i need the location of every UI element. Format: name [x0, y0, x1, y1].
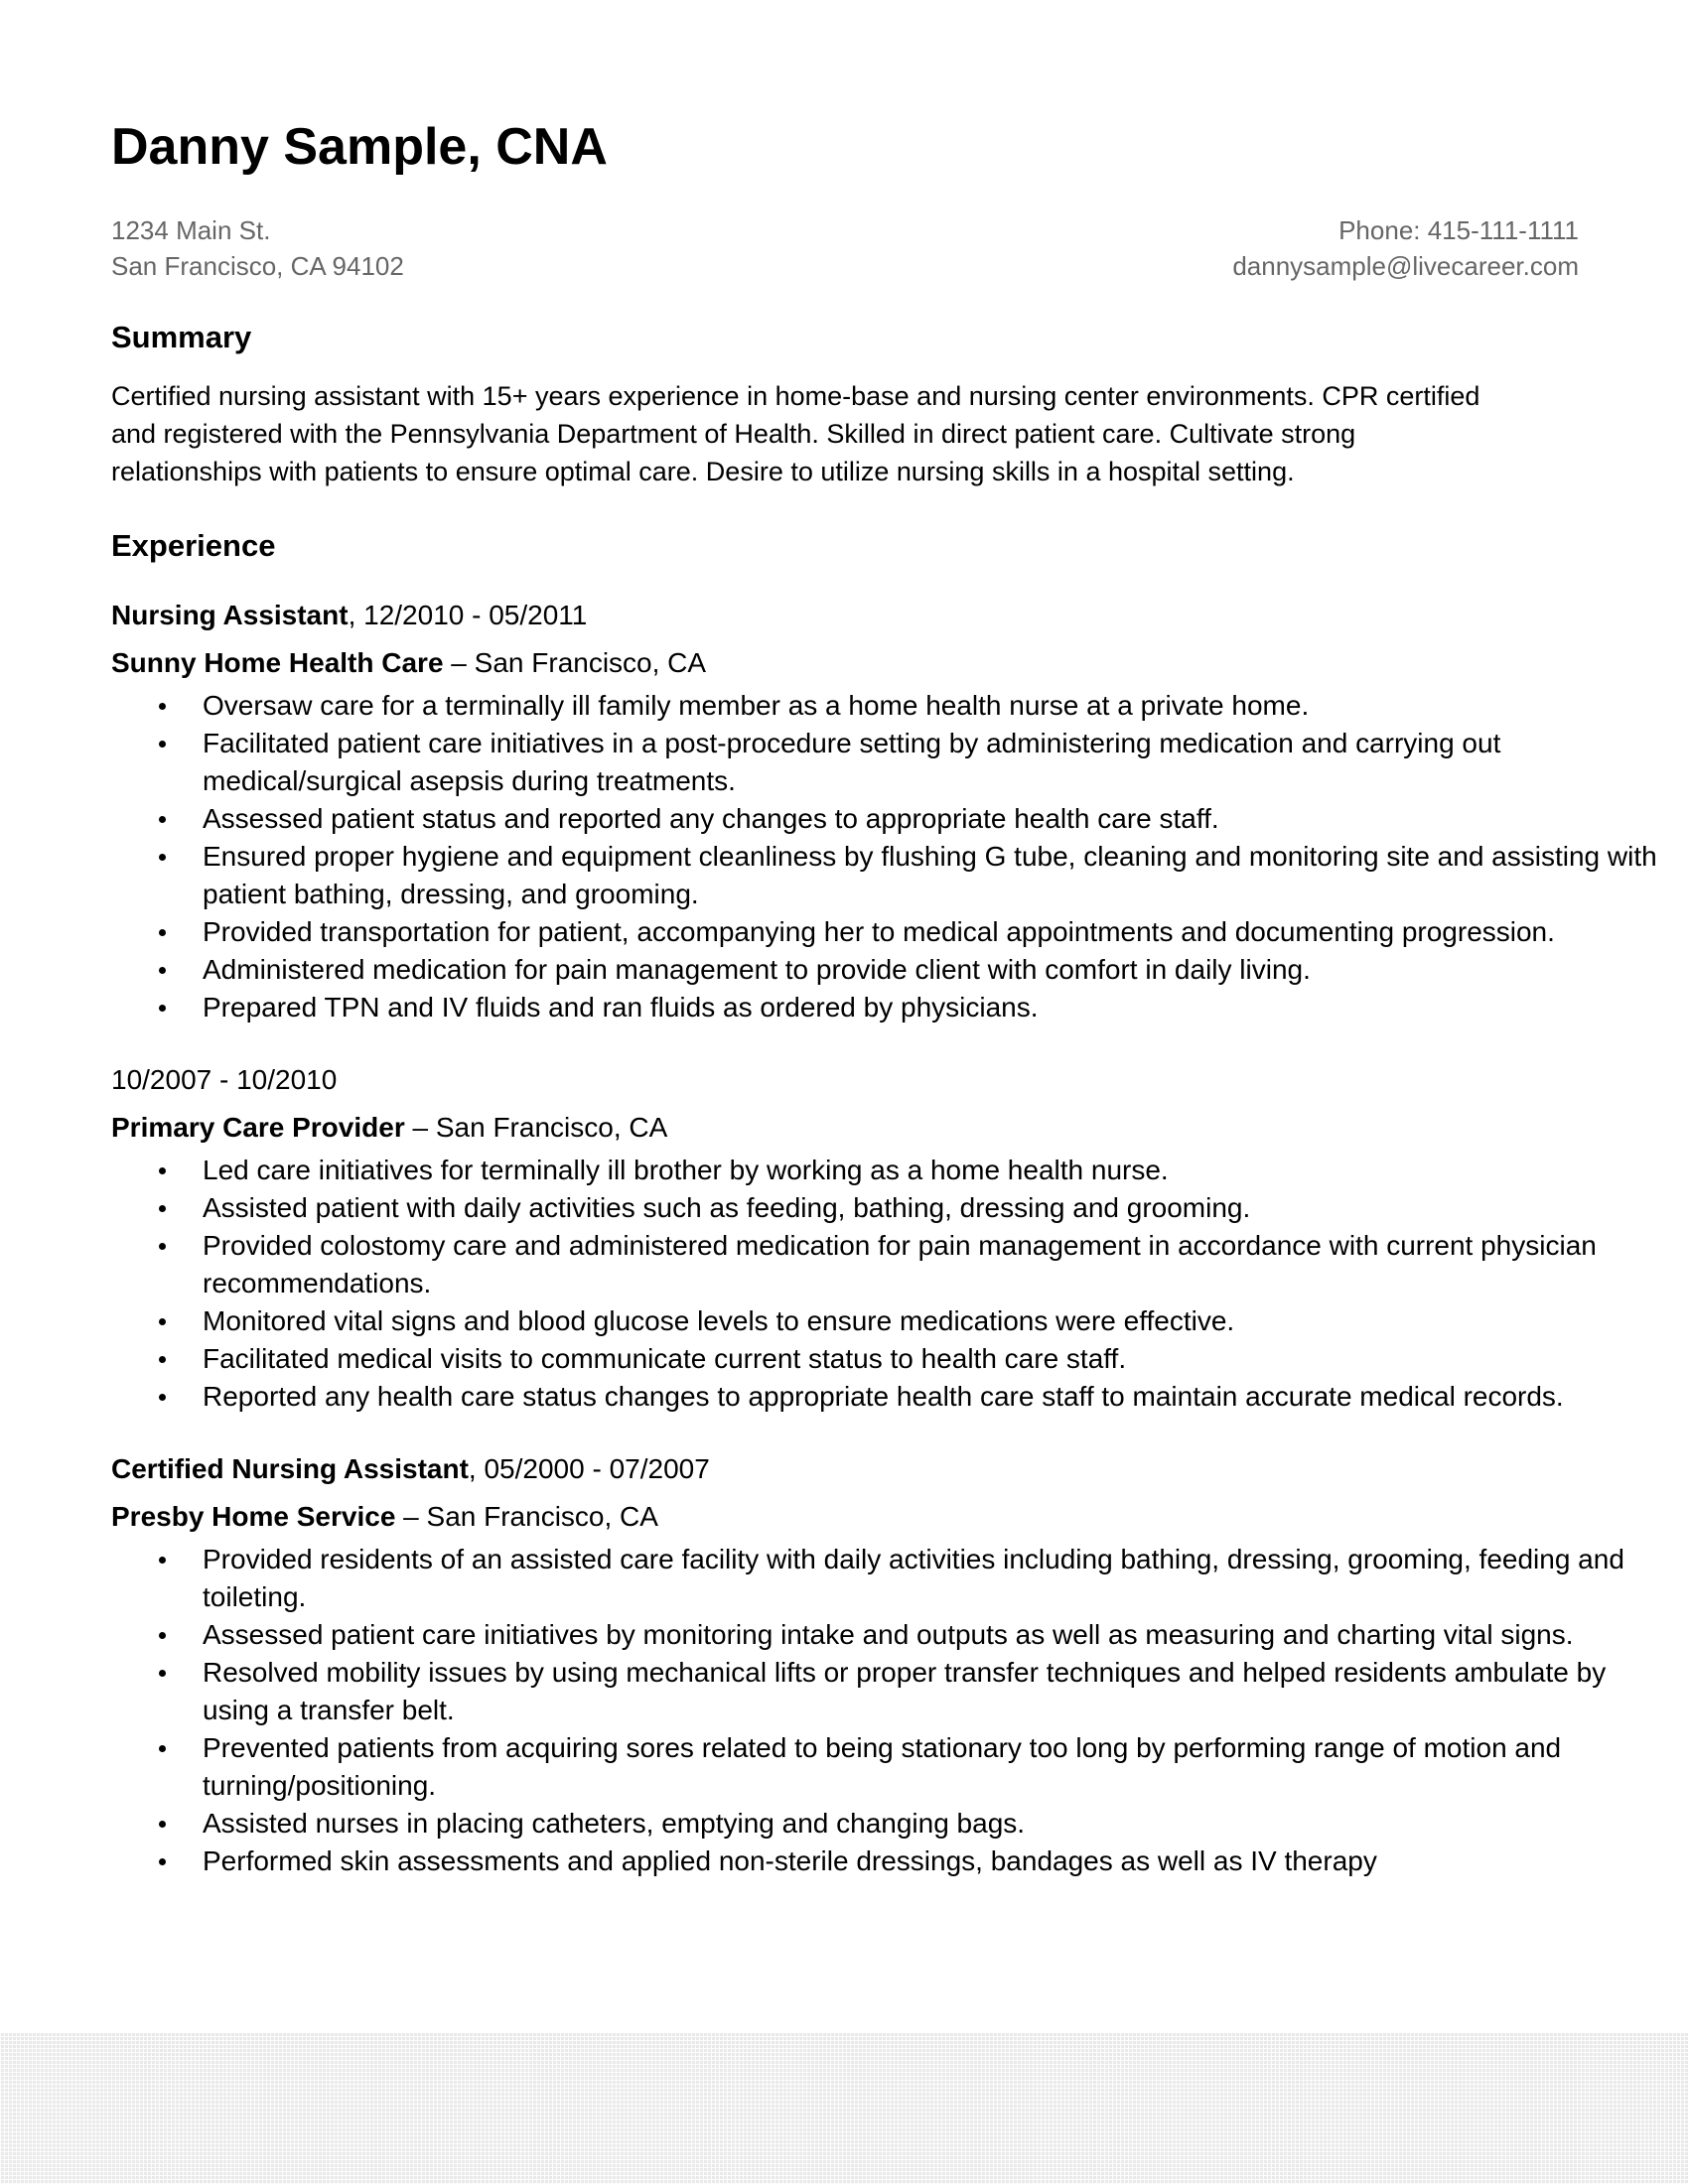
job-dates: 10/2007 - 10/2010 — [111, 1064, 338, 1095]
bullet-dot-icon — [159, 1205, 166, 1212]
address-line-2: San Francisco, CA 94102 — [111, 251, 404, 281]
job-bullet — [203, 725, 1662, 800]
bullet-dot-icon — [159, 1318, 166, 1325]
phone-number: Phone: 415-111-1111 — [1338, 215, 1579, 245]
job-bullet-text: Provided colostomy care and administered medication for pain management in accordance with current physician recommendations. — [203, 1230, 1597, 1298]
bullet-dot-icon — [159, 1858, 166, 1865]
job-bullet-list — [111, 1152, 1662, 1416]
job-dates: , 05/2000 - 07/2007 — [468, 1453, 710, 1484]
job-bullet-text: Assisted nurses in placing catheters, emptying and changing bags. — [203, 1808, 1026, 1839]
job-bullet-text: Facilitated medical visits to communicate current status to health care staff. — [203, 1343, 1127, 1374]
job-bullet-text: Monitored vital signs and blood glucose levels to ensure medications were effective. — [203, 1305, 1235, 1336]
job-bullet — [203, 1729, 1662, 1805]
bullet-dot-icon — [159, 741, 166, 748]
job-employer-line — [111, 1108, 1579, 1148]
job-bullet — [203, 989, 1662, 1026]
job-bullet — [203, 687, 1662, 725]
job-bullet — [203, 1378, 1662, 1416]
bullet-dot-icon — [159, 1394, 166, 1401]
job-bullet-text: Oversaw care for a terminally ill family member as a home health nurse at a private home. — [203, 690, 1310, 721]
email-address: dannysample@livecareer.com — [1232, 251, 1579, 281]
job-bullet-text: Assessed patient status and reported any changes to appropriate health care staff. — [203, 803, 1219, 834]
job-bullet — [203, 1302, 1662, 1340]
job-dates: , 12/2010 - 05/2011 — [348, 600, 588, 630]
job-bullet — [203, 1616, 1662, 1654]
job-title-line — [111, 1060, 1579, 1100]
job-employer-line — [111, 1497, 1579, 1537]
contact-block — [111, 212, 1579, 284]
bullet-dot-icon — [159, 1356, 166, 1363]
job-bullet — [203, 1654, 1662, 1729]
job-bullet-text: Administered medication for pain management to provide client with comfort in daily living. — [203, 954, 1311, 985]
job-bullet-text: Prevented patients from acquiring sores related to being stationary too long by performing range of motion and turning/positioning. — [203, 1732, 1562, 1801]
page-fade-pattern — [0, 2033, 1688, 2184]
experience-heading: Experience — [111, 528, 276, 563]
job-bullet-text: Performed skin assessments and applied non-sterile dressings, bandages as well as IV therapy — [203, 1845, 1377, 1876]
job-bullet — [203, 1227, 1662, 1302]
job-entry — [111, 1449, 1624, 1880]
bullet-dot-icon — [159, 1745, 166, 1752]
job-bullet — [203, 951, 1662, 989]
summary-text: Certified nursing assistant with 15+ years experience in home-base and nursing center environments. CPR certified and registered with the Pennsylvania Department of Health. Skilled in direct patient care. Cultivate strong relationships with patients to ensure optimal care. Desire to utilize nursing skills in a hospital setting. — [111, 381, 1480, 486]
bullet-dot-icon — [159, 854, 166, 861]
bullet-dot-icon — [159, 929, 166, 936]
bullet-dot-icon — [159, 1557, 166, 1564]
job-bullet-text: Prepared TPN and IV fluids and ran fluids as ordered by physicians. — [203, 992, 1039, 1023]
bullet-dot-icon — [159, 1167, 166, 1174]
job-bullet-text: Provided residents of an assisted care facility with daily activities including bathing, dressing, grooming, feeding and toileting. — [203, 1544, 1624, 1612]
job-location: – San Francisco, CA — [443, 647, 707, 678]
job-bullet-text: Facilitated patient care initiatives in a post-procedure setting by administering medication and carrying out medical/surgical asepsis during treatments. — [203, 728, 1501, 796]
job-bullet-text: Reported any health care status changes to appropriate health care staff to maintain accurate medical records. — [203, 1381, 1564, 1412]
summary-heading: Summary — [111, 320, 252, 354]
job-bullet-text: Assisted patient with daily activities such as feeding, bathing, dressing and grooming. — [203, 1192, 1251, 1223]
job-bullet-list — [111, 687, 1662, 1026]
job-title-line — [111, 596, 1579, 635]
job-bullet-text: Assessed patient care initiatives by monitoring intake and outputs as well as measuring and charting vital signs. — [203, 1619, 1574, 1650]
bullet-dot-icon — [159, 967, 166, 974]
bullet-dot-icon — [159, 1243, 166, 1250]
job-bullet-text: Led care initiatives for terminally ill brother by working as a home health nurse. — [203, 1155, 1169, 1185]
job-bullet — [203, 1189, 1662, 1227]
bullet-dot-icon — [159, 1005, 166, 1012]
bullet-dot-icon — [159, 1821, 166, 1828]
job-location: – San Francisco, CA — [395, 1501, 658, 1532]
address-line-1: 1234 Main St. — [111, 215, 271, 245]
job-bullet — [203, 913, 1662, 951]
job-bullet-text: Ensured proper hygiene and equipment cleanliness by flushing G tube, cleaning and monitoring site and assisting with patient bathing, dressing, and grooming. — [203, 841, 1657, 909]
job-title-line — [111, 1449, 1579, 1489]
bullet-dot-icon — [159, 1670, 166, 1677]
job-bullet — [203, 1152, 1662, 1189]
job-entry — [111, 1060, 1597, 1416]
bullet-dot-icon — [159, 816, 166, 823]
job-employer: Sunny Home Health Care — [111, 647, 444, 678]
resume-content — [111, 111, 1657, 1880]
job-employer: Presby Home Service — [111, 1501, 396, 1532]
job-bullet — [203, 1541, 1662, 1616]
job-bullet-list — [111, 1541, 1662, 1880]
contact-details — [1232, 212, 1579, 284]
bullet-dot-icon — [159, 1632, 166, 1639]
job-bullet — [203, 1805, 1662, 1843]
job-bullet — [203, 800, 1662, 838]
job-employer: Primary Care Provider — [111, 1112, 405, 1143]
job-title: Certified Nursing Assistant — [111, 1453, 469, 1484]
job-employer-line — [111, 643, 1579, 683]
job-bullet-text: Provided transportation for patient, accompanying her to medical appointments and documenting progression. — [203, 916, 1555, 947]
job-location: – San Francisco, CA — [404, 1112, 668, 1143]
job-bullet-text: Resolved mobility issues by using mechanical lifts or proper transfer techniques and helped residents ambulate by using a transfer belt. — [203, 1657, 1607, 1725]
job-entry — [111, 596, 1657, 1026]
job-title: Nursing Assistant — [111, 600, 349, 630]
job-bullet — [203, 1340, 1662, 1378]
job-bullet — [203, 838, 1662, 913]
address-block — [111, 212, 404, 284]
candidate-name: Danny Sample, CNA — [111, 118, 608, 176]
job-bullet — [203, 1843, 1662, 1880]
bullet-dot-icon — [159, 703, 166, 710]
